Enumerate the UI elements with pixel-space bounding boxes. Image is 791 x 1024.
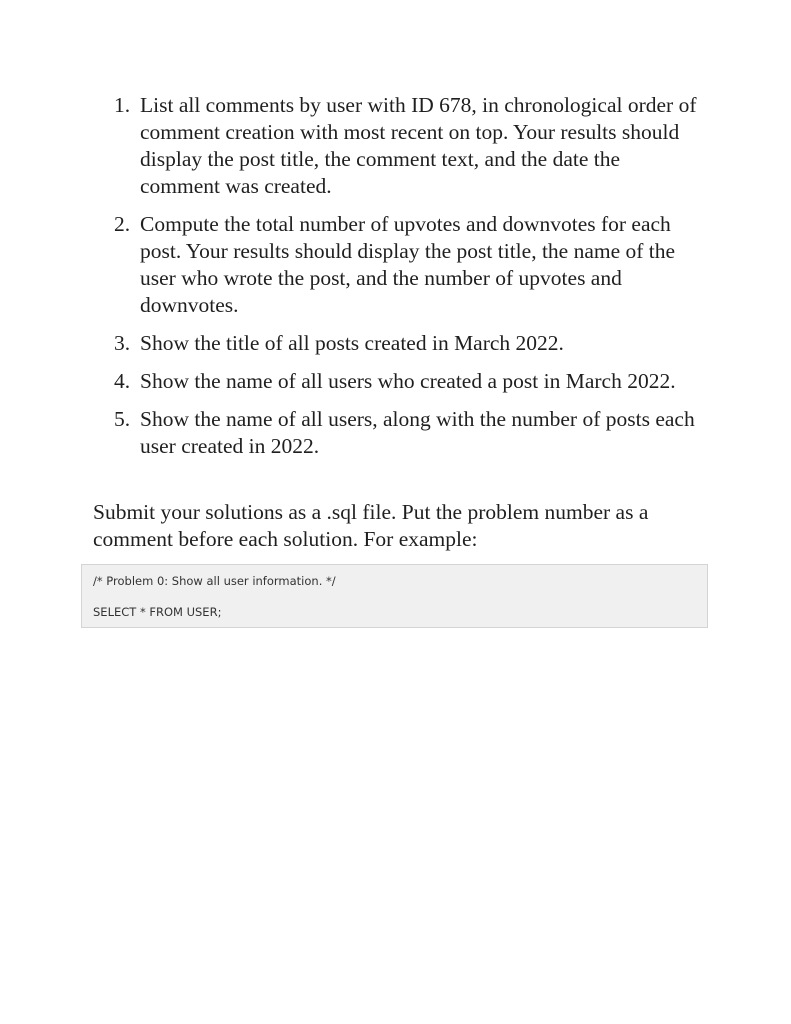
problem-item-3 bbox=[0, 330, 791, 357]
code-sql-line: SELECT * FROM USER; bbox=[93, 605, 222, 619]
problem-number: 2. bbox=[114, 212, 131, 236]
submission-instructions: Submit your solutions as a .sql file. Put the problem number as a comment before each solution. For example: bbox=[93, 500, 649, 551]
problem-text: Compute the total number of upvotes and downvotes for each post. Your results should display the post title, the name of the user who wrote the post, and the number of upvotes and downvotes. bbox=[140, 212, 676, 317]
problem-text: Show the name of all users, along with the number of posts each user created in 2022. bbox=[140, 407, 695, 458]
problem-number: 3. bbox=[114, 331, 131, 355]
problem-text: Show the name of all users who created a post in March 2022. bbox=[140, 369, 676, 393]
problem-list bbox=[0, 92, 791, 471]
problem-item-5 bbox=[0, 406, 791, 460]
problem-item-2 bbox=[0, 211, 791, 319]
problem-item-1 bbox=[0, 92, 791, 200]
problem-text: List all comments by user with ID 678, in chronological order of comment creation with most recent on top. Your results should display the post title, the comment text, and the date the comment was created. bbox=[140, 93, 697, 198]
problem-text: Show the title of all posts created in March 2022. bbox=[140, 331, 564, 355]
code-example-block bbox=[81, 564, 708, 628]
problem-number: 4. bbox=[114, 369, 131, 393]
problem-number: 5. bbox=[114, 407, 131, 431]
problem-item-4 bbox=[0, 368, 791, 395]
code-comment-line: /* Problem 0: Show all user information. */ bbox=[93, 574, 336, 588]
problem-number: 1. bbox=[114, 93, 131, 117]
